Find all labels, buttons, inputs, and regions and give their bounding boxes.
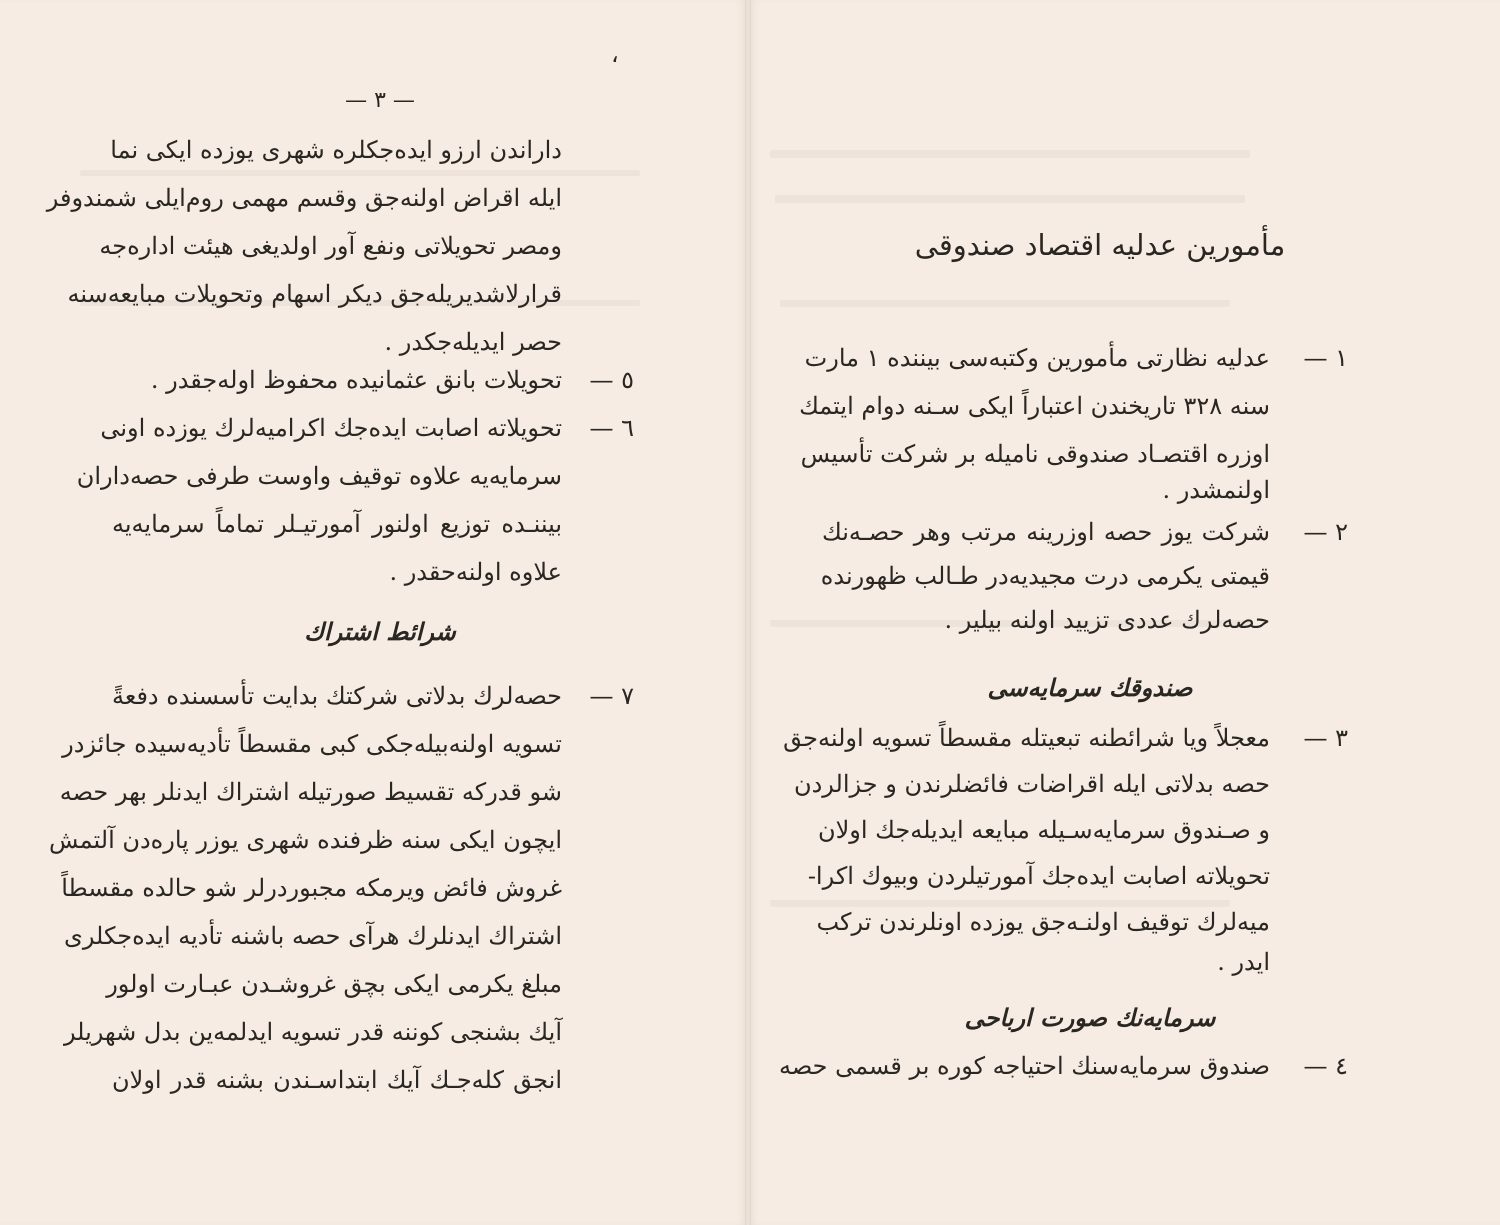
text-line: سرمایه‌یه علاوه توقیف واوست طرفی حصه‌داران — [76, 462, 562, 490]
page-number: — ٣ — — [345, 88, 415, 113]
text-line: و صـندوق سرمایه‌سـیله مبایعه ایدیله‌جك اولان — [817, 816, 1270, 844]
text-line: شو قدرکه تقسیط صورتیله اشتراك ایدنلر بهر حصه — [59, 778, 562, 806]
text-line: حصه‌لرك عددی تزیید اولنه بیلیر . — [944, 606, 1270, 634]
text-line: حصه بدلاتی ایله اقراضات فائضلرندن و جزالردن — [793, 770, 1270, 798]
text-line: سنه ٣٢٨ تاریخندن اعتباراً ایکی سـنه دوام ایتمك — [799, 392, 1270, 420]
text-line: میه‌لرك توقیف اولنـه‌جق یوزده اونلرندن ترکب — [816, 908, 1270, 936]
section-heading: شرائط اشتراك — [304, 617, 456, 646]
text-line: ایچون ایکی سنه ظرفنده شهری یوزر پاره‌دن آلتمش — [49, 826, 562, 854]
show-through-1 — [770, 150, 1250, 158]
article-number: ٣ — — [1303, 724, 1348, 752]
page-title: مأمورین عدلیه اقتصاد صندوقی — [914, 228, 1286, 262]
section-heading: سرمایه‌نك صورت ارباحی — [964, 1003, 1216, 1032]
text-line: تحویلاته اصابت ایده‌جك آمورتیلردن وبیوك اکرا- — [807, 862, 1270, 890]
text-line: علاوه اولنه‌حقدر . — [389, 558, 562, 586]
text-line: اولنمشدر . — [1162, 476, 1270, 504]
book-gutter — [745, 0, 751, 1225]
section-heading: صندوقك سرمایه‌سی — [987, 673, 1193, 702]
text-line: عدلیه نظارتی مأمورین وکتبه‌سی بیننده ١ مارت — [804, 344, 1270, 372]
text-line: اشتراك ایدنلرك هرآی حصه باشنه تأدیه ایده‌جکلری — [64, 922, 562, 950]
ink-mark: ، — [611, 40, 619, 68]
show-through-3 — [780, 300, 1230, 307]
text-line: ایله اقراض اولنه‌جق وقسم مهمی روم‌ایلی شمندوفر — [46, 184, 562, 212]
text-line: قرارلاشدیریله‌جق دیکر اسهام وتحویلات مبایعه‌سنه — [67, 280, 562, 308]
article-number: ٢ — — [1303, 518, 1348, 546]
text-line: تحویلاته اصابت ایده‌جك اکرامیه‌لرك یوزده اونی — [100, 414, 562, 442]
text-line: حصر ایدیله‌جکدر . — [384, 328, 562, 356]
article-number: ٧ — — [589, 682, 634, 710]
text-line: صندوق سرمایه‌سنك احتیاجه کوره بر قسمی حصه — [778, 1052, 1270, 1080]
text-line: تسویه اولنه‌بیله‌جکی کبی مقسطاً تأدیه‌سیده جائزدر — [62, 730, 562, 758]
text-line: انجق کله‌جـك آیك ابتداسـندن بشنه قدر اولان — [112, 1066, 562, 1094]
text-line: قیمتی یکرمی درت مجیدیه‌در طـالب ظهورنده — [820, 562, 1270, 590]
text-line: اوزره اقتصـاد صندوقی نامیله بر شرکت تأسیس — [800, 440, 1270, 468]
article-number: ٦ — — [589, 414, 634, 442]
text-line: بیننـده توزیع اولنور آمورتیـلر تماماً سرمایه‌یه — [112, 510, 562, 538]
text-line: غروش فائض ویرمکه مجبوردرلر شو حالده مقسطاً — [61, 874, 562, 902]
text-line: مبلغ یکرمی ایکی بچق غروشـدن عبـارت اولور — [106, 970, 562, 998]
show-through-2 — [775, 195, 1245, 203]
article-number: ٤ — — [1303, 1052, 1348, 1080]
show-through-6 — [80, 170, 640, 176]
text-line: داراندن ارزو ایده‌جکلره شهری یوزده ایکی نما — [110, 136, 562, 164]
text-line: آیك بشنجی کوننه قدر تسویه ایدلمه‌ین بدل شهریلر — [63, 1018, 562, 1046]
text-line: حصه‌لرك بدلاتی شرکتك بدایت تأسسنده دفعةً — [112, 682, 562, 710]
article-number: ٥ — — [589, 366, 634, 394]
text-line: تحویلات بانق عثمانیده محفوظ اوله‌جقدر . — [150, 366, 562, 394]
article-number: ١ — — [1303, 344, 1348, 372]
text-line: ایدر . — [1217, 948, 1270, 976]
text-line: معجلاً ویا شرائطنه تبعیتله مقسطاً تسویه اولنه‌جق — [783, 724, 1270, 752]
text-line: شرکت یوز حصه اوزرینه مرتب وهر حصـه‌نك — [822, 518, 1270, 546]
text-line: ومصر تحویلاتی ونفع آور اولدیغی هیئت اداره‌جه — [99, 232, 562, 260]
